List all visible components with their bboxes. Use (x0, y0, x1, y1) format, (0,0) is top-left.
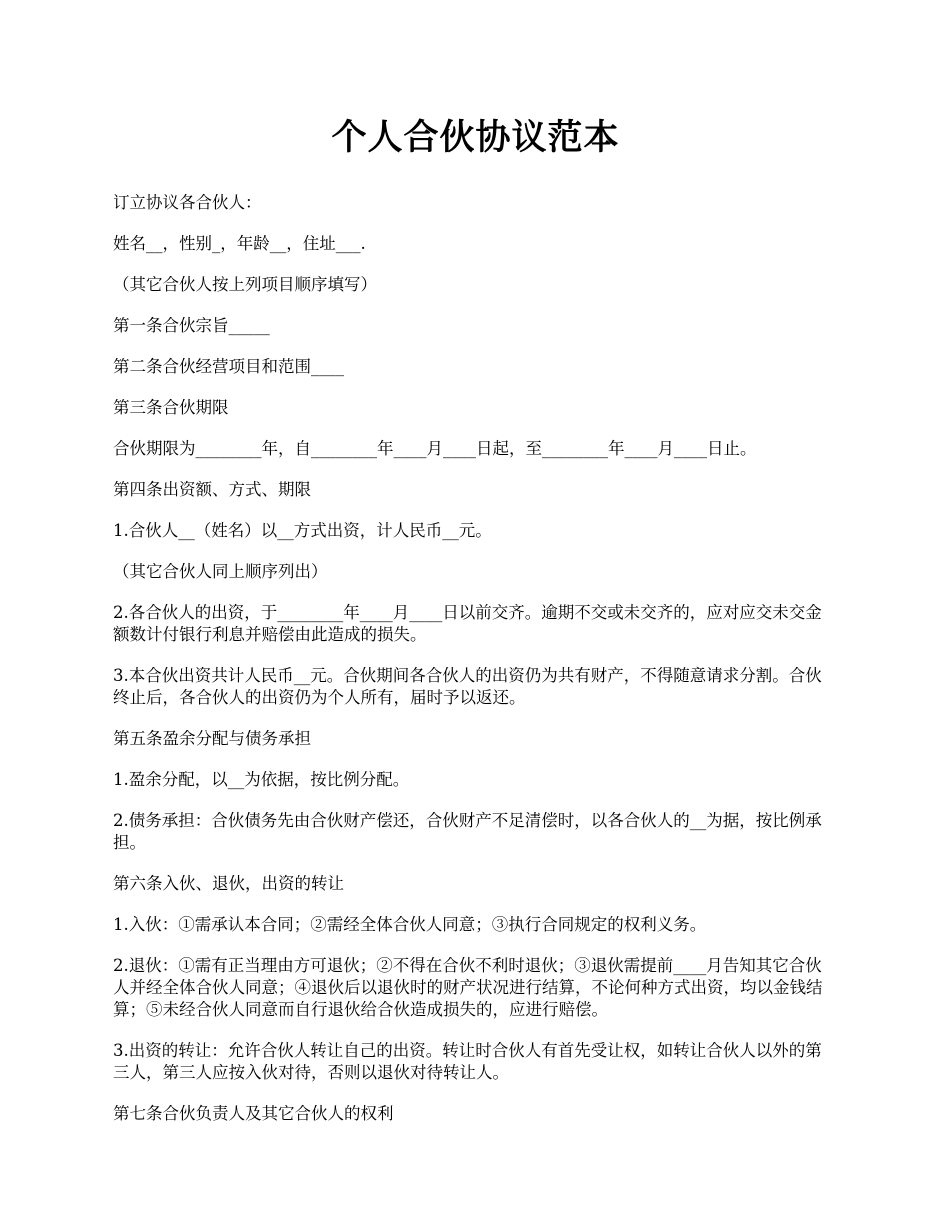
article-6-heading: 第六条入伙、退伙，出资的转让 (113, 874, 344, 893)
article-3-term: 合伙期限为________年，自________年____月____日起，至________年____月____日止。 (113, 439, 757, 458)
article-4-item-3: 3.本合伙出资共计人民币__元。合伙期间各合伙人的出资仍为共有财产，不得随意请求分割。合伙终止后，各合伙人的出资仍为个人所有，届时予以返还。 (113, 666, 822, 707)
article-4-item-1: 1.合伙人__（姓名）以__方式出资，计人民币__元。 (113, 521, 492, 540)
paragraph-parties-intro: 订立协议各合伙人： (113, 193, 262, 212)
article-6-item-2: 2.退伙：①需有正当理由方可退伙；②不得在合伙不利时退伙；③退伙需提前____月告知其它合伙人并经全体合伙人同意；④退伙后以退伙时的财产状况进行结算，不论何种方式出资，均以金钱结算；⑤未经合伙人同意而自行退伙给合伙造成损失的，应进行赔偿。 (113, 956, 823, 1019)
article-2-heading: 第二条合伙经营项目和范围____ (113, 357, 344, 376)
article-6-item-1: 1.入伙：①需承认本合同；②需经全体合伙人同意；③执行合同规定的权利义务。 (113, 915, 707, 934)
article-4-other-parties-note: （其它合伙人同上顺序列出） (113, 562, 328, 581)
article-1-heading: 第一条合伙宗旨_____ (113, 316, 270, 335)
article-6-item-3: 3.出资的转让：允许合伙人转让自己的出资。转让时合伙人有首先受让权，如转让合伙人以外的第三人，第三人应按入伙对待，否则以退伙对待转让人。 (113, 1041, 822, 1082)
article-7-heading: 第七条合伙负责人及其它合伙人的权利 (113, 1104, 394, 1123)
paragraph-other-parties-note: （其它合伙人按上列项目顺序填写） (113, 275, 377, 294)
paragraph-party-info: 姓名__，性别_，年龄__，住址___. (113, 234, 366, 253)
article-3-heading: 第三条合伙期限 (113, 398, 229, 417)
article-5-item-2: 2.债务承担：合伙债务先由合伙财产偿还，合伙财产不足清偿时，以各合伙人的__为据，按比例承担。 (113, 811, 822, 852)
article-5-item-1: 1.盈余分配，以__为依据，按比例分配。 (113, 770, 410, 789)
article-5-heading: 第五条盈余分配与债务承担 (113, 729, 311, 748)
document-title: 个人合伙协议范本 (331, 117, 620, 158)
article-4-item-2: 2.各合伙人的出资，于________年____月____日以前交齐。逾期不交或未交齐的，应对应交未交金额数计付银行利息并赔偿由此造成的损失。 (113, 603, 822, 644)
article-4-heading: 第四条出资额、方式、期限 (113, 480, 311, 499)
